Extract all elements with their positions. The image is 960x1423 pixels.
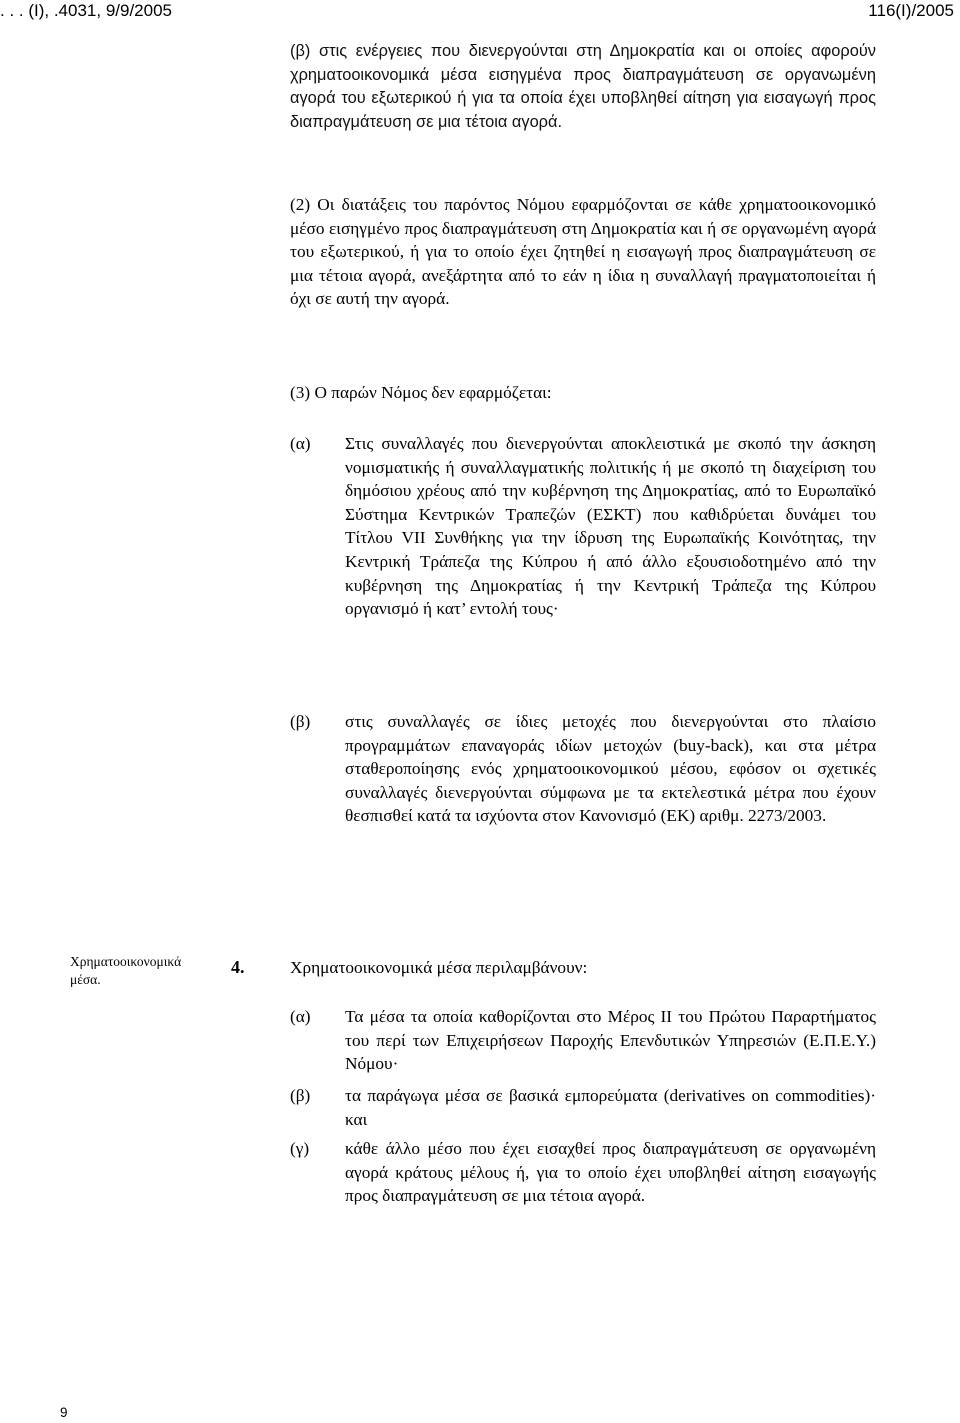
item-text-b: στις συναλλαγές σε ίδιες μετοχές που διενεργούνται στο πλαίσιο προγραμμάτων επαναγοράς ιδίων μετοχών (buy-back), και στα μέτρα σταθεροποίησης ενός χρηματοοικονομικού μέσου, εφόσον οι σχετικές συναλλαγές διενεργούνται σύμφωνα με τα εκτελεστικά μέτρα που έχουν θεσπισθεί κατά τα ισχύοντα στον Κανονισμό (ΕΚ) αριθμ. 2273/2003. xyxy=(345,712,876,826)
section-title: Χρηματοοικονομικά μέσα περιλαμβάνουν: xyxy=(290,958,588,977)
s4-item-label-b: (β) xyxy=(290,1086,311,1105)
item-label-a: (α) xyxy=(290,434,311,453)
s4-item-label-c: (γ) xyxy=(290,1139,310,1158)
section-number: 4. xyxy=(231,957,245,977)
s4-item-text-b: τα παράγωγα μέσα σε βασικά εμπορεύματα (derivatives on commodities)· και xyxy=(345,1086,876,1129)
paragraph-1b: (β) στις ενέργειες που διενεργούνται στη Δημοκρατία και οι οποίες αφορούν χρηματοοικονομικά μέσα εισηγμένα προς διαπραγμάτευση σε οργανωμένη αγορά του εξωτερικού ή για τα οποία έχει υποβληθεί αίτηση για εισαγωγή προς διαπραγμάτευση σε μια τέτοια αγορά. xyxy=(290,42,876,131)
s4-item-text-a: Τα μέσα τα οποία καθορίζονται στο Μέρος ΙΙ του Πρώτου Παραρτήματος του περί των Επιχειρήσεων Παροχής Επενδυτικών Υπηρεσιών (Ε.Π.Ε.Υ.) Νόμου· xyxy=(345,1007,876,1074)
page-number: 9 xyxy=(60,1405,68,1420)
item-label-b: (β) xyxy=(290,712,311,731)
item-text-a: Στις συναλλαγές που διενεργούνται αποκλειστικά με σκοπό την άσκηση νομισματικής ή συναλλαγματικής πολιτικής ή με σκοπό τη διαχείριση του δημόσιου χρέους από την κυβέρνηση της Δημοκρατίας, από το Ευρωπαϊκό Σύστημα Κεντρικών Τραπεζών (ΕΣΚΤ) που καθιδρύεται δυνάμει του Τίτλου VII Συνθήκης για την ίδρυση της Ευρωπαϊκής Κοινότητας, την Κεντρική Τράπεζα της Κύπρου ή από άλλο εξουσιοδοτημένο από την κυβέρνηση της Δημοκρατίας ή την Κεντρική Τράπεζα της Κύπρου οργανισμό ή κατ’ εντολή τους· xyxy=(345,434,876,619)
subsection-3-heading: (3) Ο παρών Νόμος δεν εφαρμόζεται: xyxy=(290,383,552,402)
s4-item-label-a: (α) xyxy=(290,1007,311,1026)
running-header-left: . . . (Ι), .4031, 9/9/2005 xyxy=(0,1,172,20)
running-header-right: 116(Ι)/2005 xyxy=(868,1,954,20)
s4-item-text-c: κάθε άλλο μέσο που έχει εισαχθεί προς διαπραγμάτευση σε οργανωμένη αγορά κράτους μέλους ή, για το οποίο έχει υποβληθεί αίτηση εισαγωγής προς διαπραγμάτευση σε μια τέτοια αγορά. xyxy=(345,1139,876,1206)
subsection-2: (2) Οι διατάξεις του παρόντος Νόμου εφαρμόζονται σε κάθε χρηματοοικονομικό μέσο εισηγμένο προς διαπραγμάτευση στη Δημοκρατία και ή σε οργανωμένη αγορά του εξωτερικού, ή για το οποίο έχει ζητηθεί η εισαγωγή προς διαπραγμάτευση σε μια τέτοια αγορά, ανεξάρτητα από το εάν η ίδια η συναλλαγή πραγματοποιείται ή όχι σε αυτή την αγορά. xyxy=(290,195,876,309)
margin-note: Χρηματοοικονομικά μέσα. xyxy=(70,954,182,987)
